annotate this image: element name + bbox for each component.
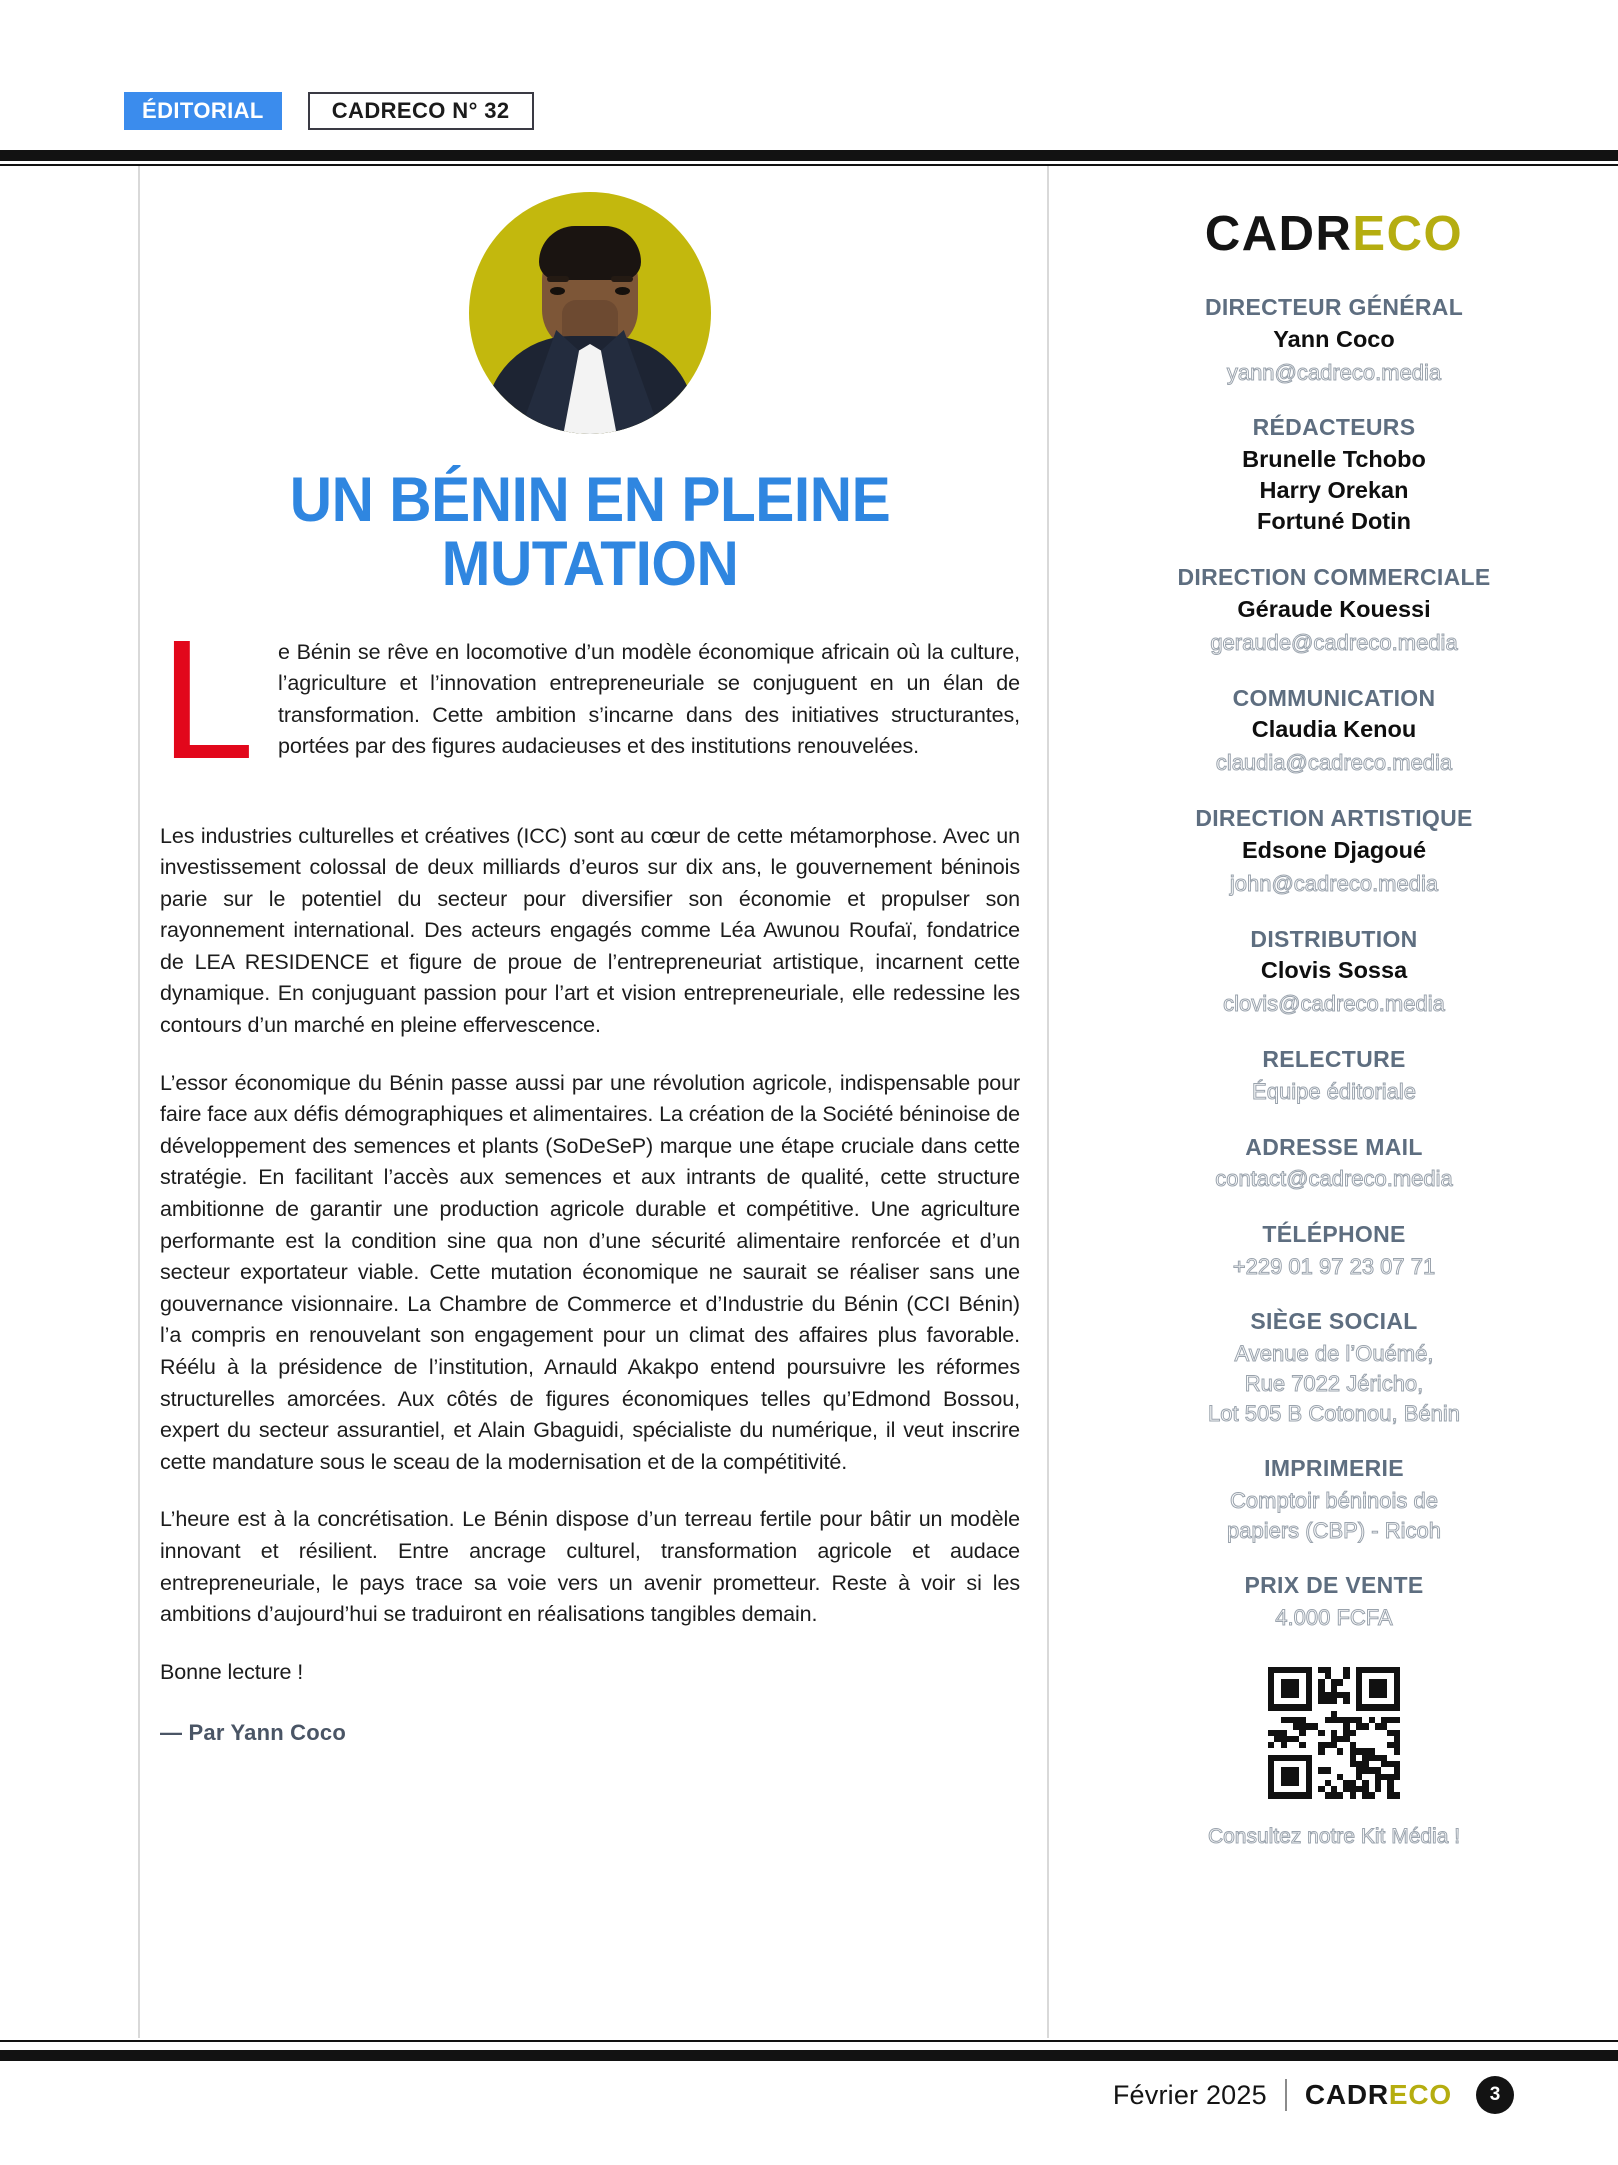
article-lede [160, 604, 1020, 795]
masthead-detail: +229 01 97 23 07 71 [1232, 1253, 1436, 1279]
author-portrait-wrap [160, 192, 1020, 434]
masthead-label: DIRECTION COMMERCIALE [1177, 564, 1491, 591]
page-number-badge: 3 [1476, 2076, 1514, 2114]
footer-rule-thick [0, 2050, 1618, 2061]
article-paragraph: Les industries culturelles et créatives (ICC) sont au cœur de cette métamorphose. Avec un investissement colossal de deux milliards d’euros sur dix ans, le gouvernement béninois parie sur le potentiel du secteur pour diversifier son économie et propulser son rayonnement international. Des acteurs engagés comme Léa Awunou Roufaï, fondatrice de LEA RESIDENCE et figure de proue de l’entrepreneuriat artistique, incarnent cette dynamique. En conjuguant passion pour l’art et vision entrepreneuriale, elle redessine les contours d’un marché en pleine effervescence. [160, 823, 1020, 1038]
section-badge: ÉDITORIAL [124, 92, 282, 130]
masthead-detail: Équipe éditoriale [1252, 1078, 1416, 1104]
masthead-label: DISTRIBUTION [1250, 925, 1418, 952]
left-column-divider [138, 166, 140, 2038]
masthead-label: DIRECTION ARTISTIQUE [1195, 805, 1473, 832]
masthead-detail: yann@cadreco.media [1226, 359, 1442, 385]
masthead-block [1069, 563, 1599, 657]
masthead-person: Edsone Djagoué [1241, 836, 1427, 863]
portrait-hair [539, 226, 641, 280]
article-paragraph: L’essor économique du Bénin passe aussi par une révolution agricole, indispensable pour faire face aux défis démographiques et alimentaires. La création de la Société béninoise de développement des semences et plants (SoDeSeP) marque une étape cruciale dans cette stratégie. En facilitant l’accès aux semences et aux intrants de qualité, cette structure ambitionne de garantir une production agricole durable et compétitive. Une agriculture performante est la condition sine qua non d’une sécurité alimentaire renforcée et d’un secteur exportateur viable. Cette mutation économique ne saurait se réaliser sans une gouvernance visionnaire. La Chambre de Commerce et d’Industrie du Bénin (CCI Bénin) l’a compris en renouvelant son engagement pour un climat des affaires plus favorable. Réélu à la présidence de l’institution, Arnauld Akakpo entend poursuivre les réformes structurelles amorcées. Aux côtés de figures économiques telles qu’Edmond Bossou, expert du secteur assurantiel, et Alain Gbaguidi, spécialiste du numérique, il veut inscrire cette mandature sous le sceau de la modernisation et de la compétitivité. [160, 1070, 1020, 1474]
masthead-block [1069, 413, 1599, 537]
logo-part-olive: ECO [1352, 207, 1464, 261]
footer-date: Février 2025 [1112, 2079, 1267, 2110]
article-paragraph: L’heure est à la concrétisation. Le Bénin dispose d’un terreau fertile pour bâtir un modèle innovant et résilient. Entre ancrage culturel, transformation agricole et audace entrepreneuriale, le pays trace sa voie vers un avenir prometteur. Reste à voir si les ambitions d’aujourd’hui se traduiront en réalisations tangibles demain. [160, 1507, 1020, 1627]
page-content [0, 166, 1618, 2038]
header-badges [124, 92, 534, 130]
portrait-eye-right [615, 287, 630, 295]
qr-caption: Consultez notre Kit Média ! [1207, 1824, 1461, 1848]
page-header [0, 0, 1618, 152]
masthead-label: RELECTURE [1262, 1046, 1406, 1073]
cadreco-logo [1069, 207, 1599, 261]
author-portrait [469, 192, 711, 434]
footer-separator [1285, 2079, 1287, 2111]
masthead-person: Claudia Kenou [1251, 716, 1417, 743]
portrait-eye-left [550, 287, 565, 295]
footer-rule-thin [0, 2040, 1618, 2042]
masthead-sidebar [1069, 166, 1599, 1849]
masthead-person: Brunelle Tchobo Harry Orekan Fortuné Dotin [1242, 446, 1426, 535]
portrait-brow-right [611, 276, 633, 282]
masthead-label: ADRESSE MAIL [1245, 1133, 1423, 1160]
portrait-brow-left [547, 276, 569, 282]
masthead-label: SIÈGE SOCIAL [1250, 1308, 1418, 1335]
header-rule-thick [0, 150, 1618, 161]
footer-logo-dark: CADR [1304, 2079, 1389, 2110]
masthead-person: Clovis Sossa [1260, 957, 1408, 984]
masthead-detail: geraude@cadreco.media [1210, 630, 1458, 656]
masthead-block [1069, 1045, 1599, 1106]
masthead-label: RÉDACTEURS [1252, 414, 1416, 441]
qr-code-wrap[interactable] [1069, 1667, 1599, 1799]
masthead-detail: contact@cadreco.media [1215, 1166, 1453, 1192]
masthead-block [1069, 684, 1599, 778]
lede-paragraph: e Bénin se rêve en locomotive d’un modèle économique africain où la culture, l’agriculture et l’innovation entrepreneuriale se conjuguent en un élan de transformation. Cette ambition s’incarne dans des initiatives structurantes, portées par des figures audacieuses et des institutions renouvelées. [278, 639, 1020, 759]
article-body [160, 821, 1020, 1689]
masthead-person: Yann Coco [1273, 325, 1395, 352]
qr-code-icon[interactable] [1268, 1667, 1400, 1799]
masthead-person: Géraude Kouessi [1237, 596, 1431, 622]
article-signature: — Par Yann Coco [160, 1720, 346, 1746]
masthead-block [1069, 293, 1599, 387]
masthead-detail: john@cadreco.media [1229, 870, 1439, 896]
masthead-block [1069, 1220, 1599, 1281]
masthead-detail: Comptoir béninois de papiers (CBP) - Ricoh [1227, 1487, 1441, 1543]
masthead-label: COMMUNICATION [1232, 684, 1436, 711]
masthead-block [1069, 1307, 1599, 1428]
masthead-label: TÉLÉPHONE [1262, 1220, 1406, 1247]
masthead-detail: claudia@cadreco.media [1215, 750, 1453, 776]
article-headline: UN BÉNIN EN PLEINE MUTATION [289, 465, 891, 600]
issue-badge: CADRECO N° 32 [308, 92, 534, 130]
logo-part-dark: CADR [1204, 207, 1353, 261]
masthead-detail: 4.000 FCFA [1275, 1605, 1393, 1631]
masthead-block [1069, 925, 1599, 1019]
masthead-blocks [1069, 293, 1599, 1633]
article-column [160, 166, 1020, 1746]
masthead-label: IMPRIMERIE [1264, 1455, 1404, 1482]
masthead-detail: clovis@cadreco.media [1223, 991, 1445, 1017]
article-paragraph: Bonne lecture ! [160, 1659, 304, 1684]
masthead-block [1069, 1454, 1599, 1545]
masthead-detail: Avenue de l’Ouémé, Rue 7022 Jéricho, Lot 505 B Cotonou, Bénin [1208, 1341, 1460, 1426]
drop-cap: L [160, 604, 255, 795]
masthead-block [1069, 1571, 1599, 1632]
masthead-block [1069, 1133, 1599, 1194]
page-footer [1113, 2076, 1514, 2114]
masthead-label: PRIX DE VENTE [1244, 1572, 1424, 1599]
masthead-block [1069, 804, 1599, 898]
masthead-label: DIRECTEUR GÉNÉRAL [1204, 294, 1464, 320]
footer-logo-olive: ECO [1388, 2079, 1452, 2110]
footer-logo [1305, 2079, 1452, 2111]
sidebar-divider [1047, 166, 1049, 2038]
